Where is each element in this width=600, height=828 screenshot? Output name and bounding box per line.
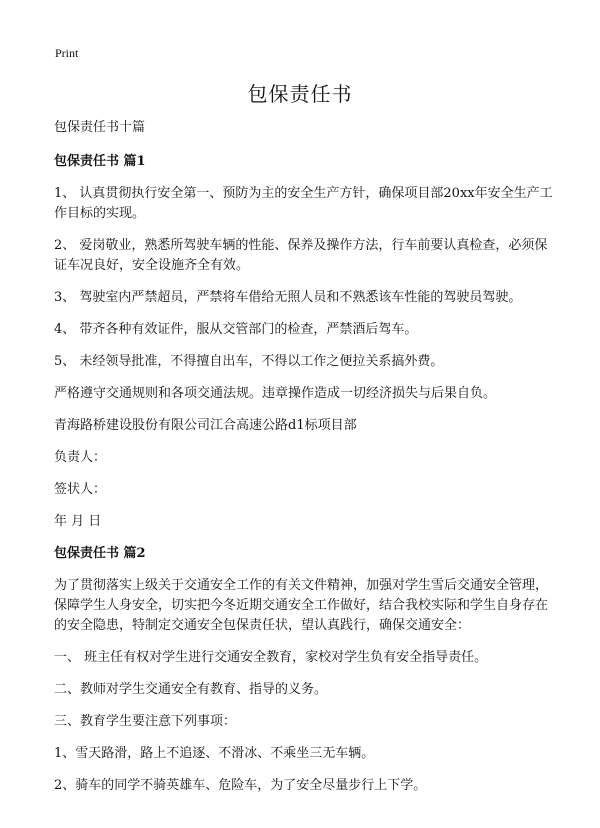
- paragraph: 二、教师对学生交通安全有教育、指导的义务。: [54, 682, 328, 697]
- responsible-person-line: 负责人：: [54, 450, 107, 465]
- paragraph: 2、骑车的同学不骑英雄车、危险车，为了安全尽量步行上下学。: [54, 778, 427, 793]
- print-link[interactable]: Print: [55, 46, 79, 60]
- page-title: 包保责任书: [247, 82, 353, 106]
- paragraph: 4、 带齐各种有效证件，服从交管部门的检查，严禁酒后驾车。: [54, 322, 418, 337]
- paragraph: 为了贯彻落实上级关于交通安全工作的有关文件精神，加强对学生雪后交通安全管理，保障学生人身安全，切实把今冬近期交通安全工作做好，结合我校实际和学生自身存在的安全隐患，特制定交通安全包保责任状，望认真践行，确保交通安全：: [54, 578, 549, 633]
- paragraph: 1、 认真贯彻执行安全第一、预防为主的安全生产方针，确保项目部20xx年安全生产工作目标的实现。: [54, 186, 553, 221]
- paragraph: 三、教育学生要注意下列事项：: [54, 714, 237, 729]
- company-name: 青海路桥建设股份有限公司江合高速公路d1标项目部: [54, 418, 357, 433]
- date-line: 年 月 日: [54, 514, 102, 529]
- paragraph: 严格遵守交通规则和各项交通法规。违章操作造成一切经济损失与后果自负。: [54, 386, 497, 401]
- section-heading: 包保责任书 篇2: [54, 546, 146, 561]
- document-body: [54, 118, 554, 808]
- paragraph: 3、 驾驶室内严禁超员，严禁将车借给无照人员和不熟悉该车性能的驾驶员驾驶。: [54, 290, 522, 305]
- paragraph: 一、 班主任有权对学生进行交通安全教育，家校对学生负有安全指导责任。: [54, 650, 488, 665]
- paragraph: 5、 未经领导批准，不得擅自出车，不得以工作之便拉关系搞外费。: [54, 354, 444, 369]
- paragraph: 1、雪天路滑，路上不追逐、不滑冰、不乘坐三无车辆。: [54, 746, 375, 761]
- paragraph: 2、 爱岗敬业，熟悉所驾驶车辆的性能、保养及操作方法，行车前要认真检查，必须保证车况良好，安全设施齐全有效。: [54, 238, 548, 273]
- section-heading: 包保责任书 篇1: [54, 154, 146, 169]
- signer-line: 签状人：: [54, 482, 107, 497]
- document-subtitle: 包保责任书十篇: [54, 120, 146, 135]
